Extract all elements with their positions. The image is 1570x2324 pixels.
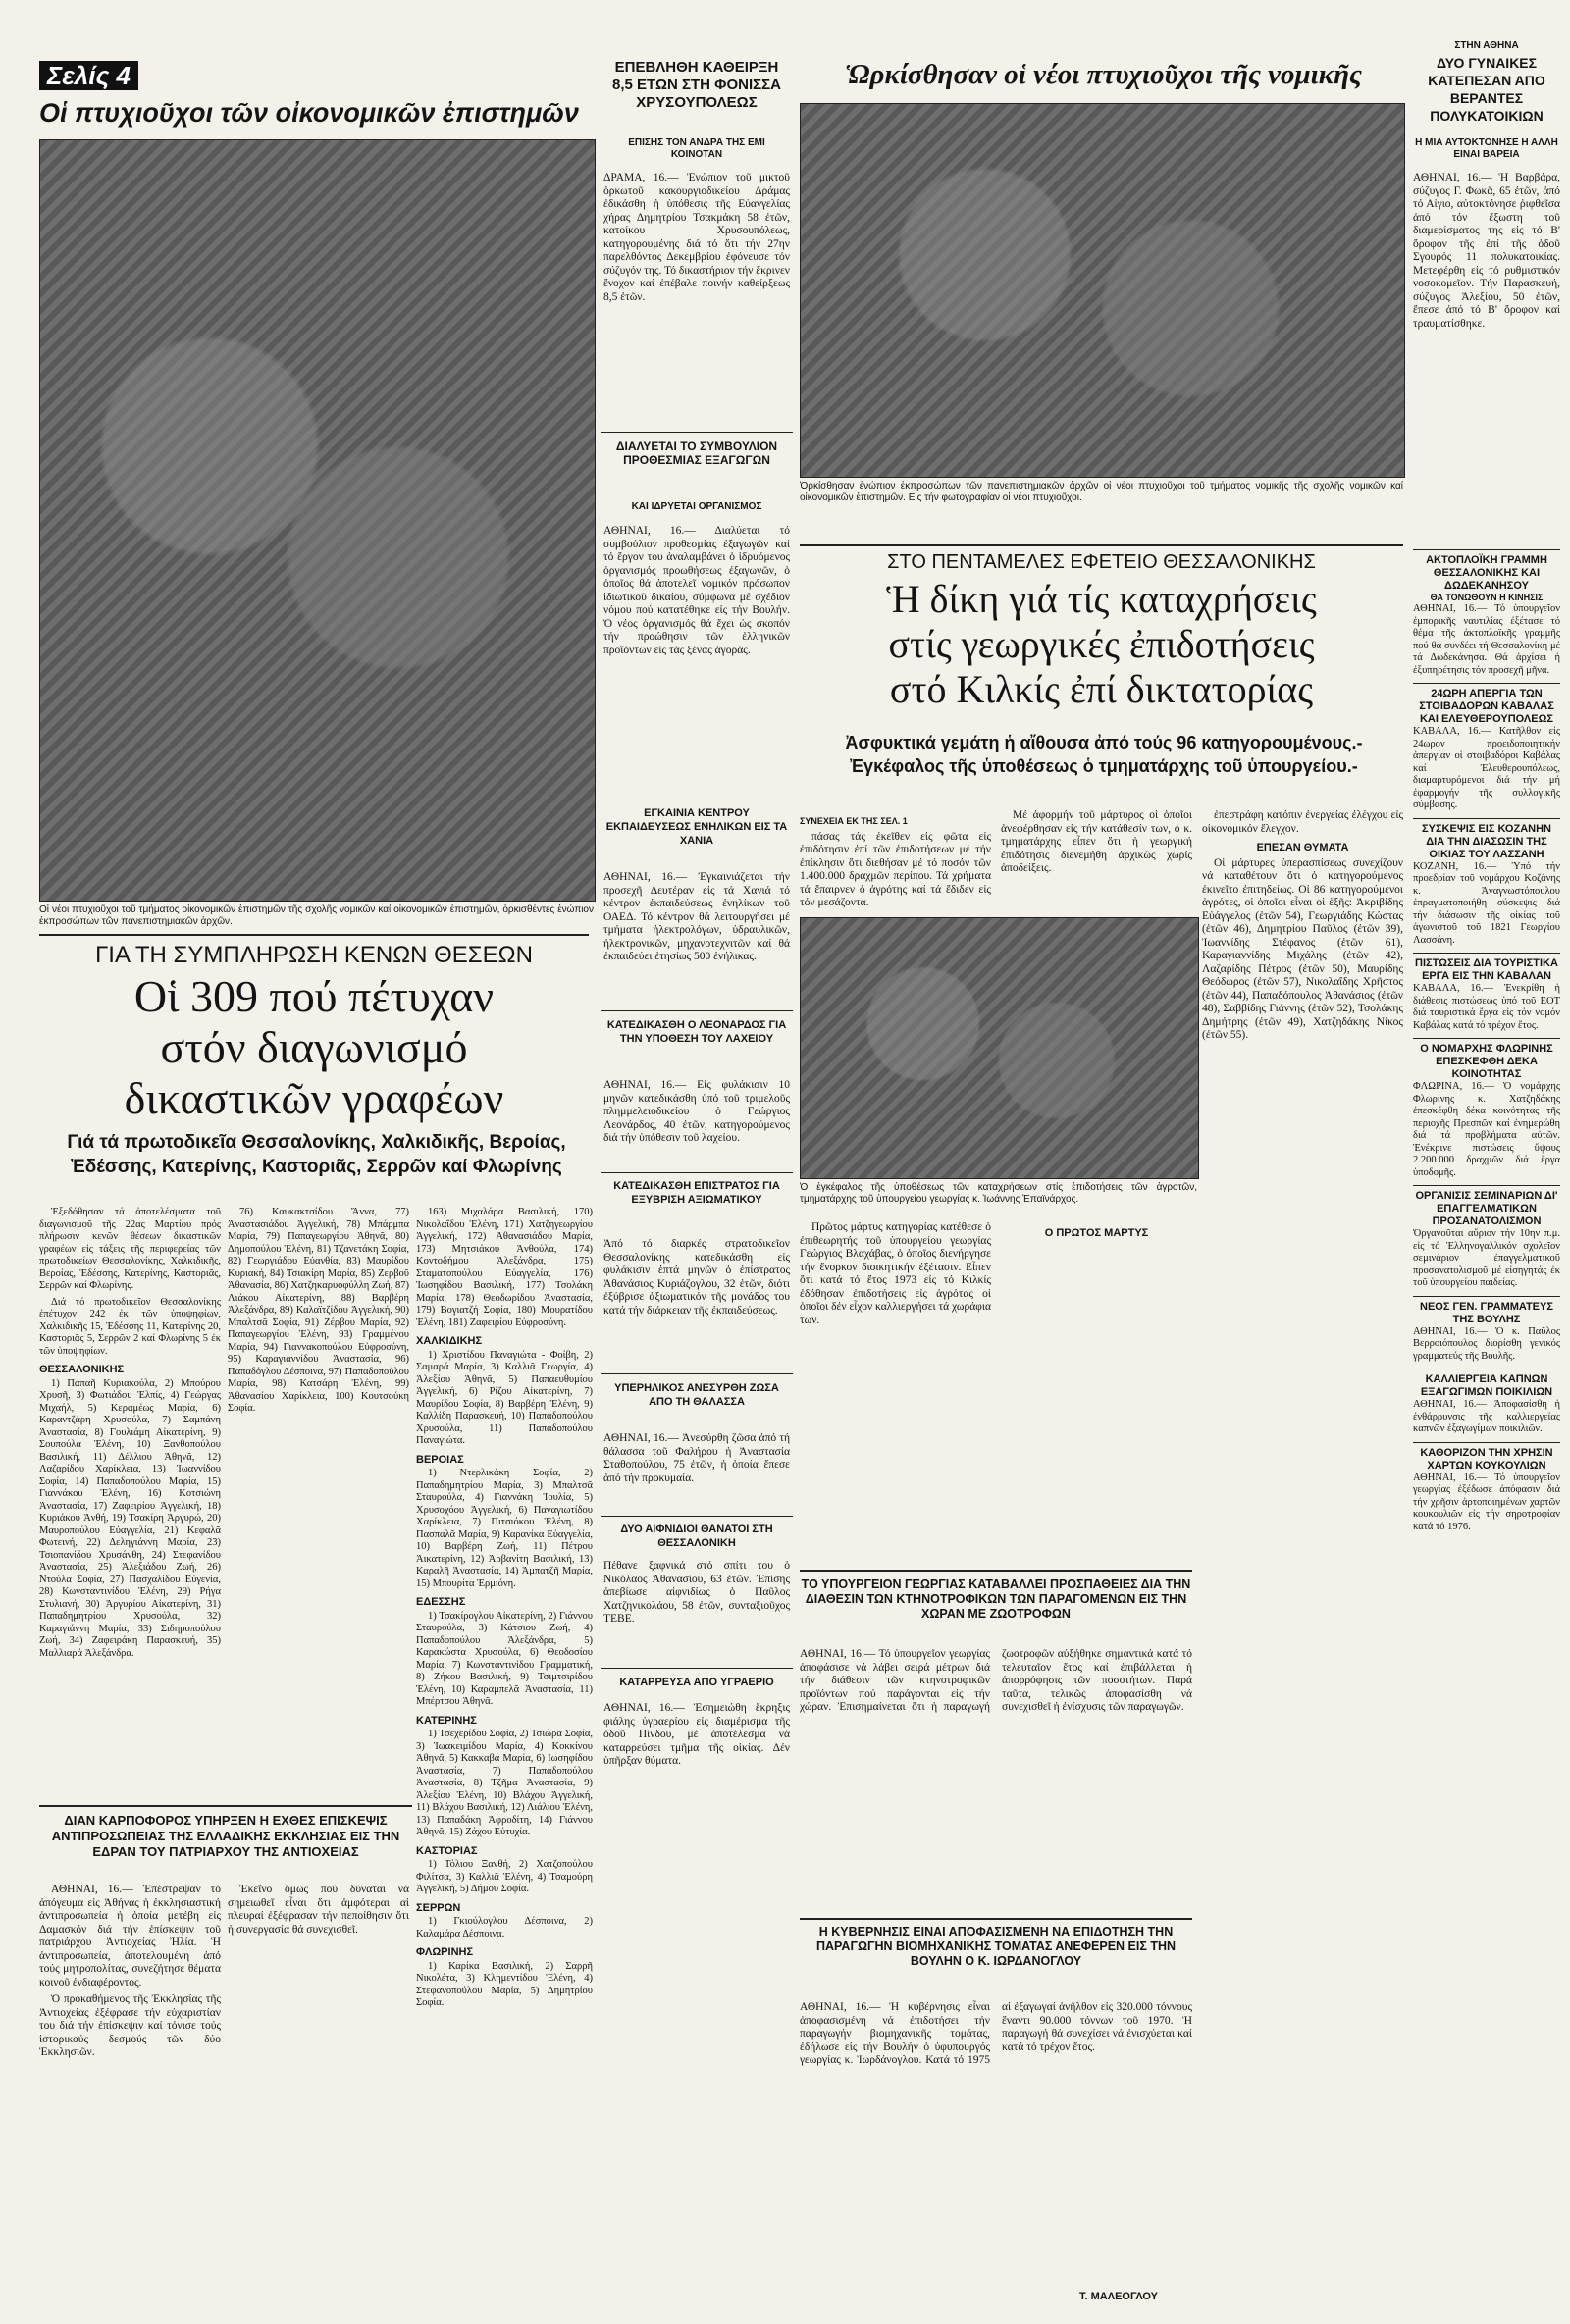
story5-title: [39, 971, 589, 1124]
list-chalkidiki: 1) Χριστίδου Παναγιώτα - Φοίβη, 2) Σαμαρά Μαρία, 3) Καλλιᾶ Γεωργία, 4) Ἀλεξίου Ἀθηνᾶ, 5) Παπαευθυμίου Ἀγγελική, 6) Ρίζου Αἰκατερίνη, 7) Μαυρίδου Σοφία, 8) Βαρβέρη Ἐλένη, 9) Καλλίδη Παρασκευή, 10) Παπαδοπούλου Χρυσούλα, 11) Παπαδοπούλου Παναγιώτα.: [416, 1349, 593, 1446]
story13-body-b: Μέ ἀφορμήν τοῦ μάρτυρος οἱ ὁποῖοι ἀνεφέρθησαν εἰς τήν κατάθεσίν των, ὁ κ. τμηματάρχης εἶπεν ὅτι ἡ γεωργική ἐπιδότησις διενεμήθη ἀρχικῶς χωρίς ἀποδείξεις.: [1001, 809, 1192, 874]
story3-title: Ὡρκίσθησαν οἱ νέοι πτυχιοῦχοι τῆς νομικῆς: [846, 59, 1362, 90]
section-veroia: ΒΕΡΟΙΑΣ: [416, 1453, 464, 1466]
story13-body-victims: Οἱ μάρτυρες ὑπερασπίσεως συνεχίζουν νά καταθέτουν ὅτι ὁ κατηγορούμενος ἐκινεῖτο ἐπιτηδείως. Οἱ 86 κατηγορούμενοι ἀγρότες, οἱ ὁποῖοι εἶναι οἱ ἑξῆς: Ἀκριβίδης Εὐάγγελος (ἐτῶν 54), Γεωργιάδης Κώστας (ἐτῶν 46), Δημητρίου Παῦλος (ἐτῶν 39), Ἰωαννίδης Στέφανος (ἐτῶν 61), Καραγιαννίδης Μιχάλης (ἐτῶν 42), Λαζαρίδης Πέτρος (ἐτῶν 50), Μαυρίδης Θεόδωρος (ἐτῶν 57), Νικολαΐδης Χρῆστος (ἐτῶν 44), Παπαδόπουλος Ἀθανάσιος (ἐτῶν 48), Σαββίδης Γιάννης (ἐτῶν 52), Τσολάκης Δημήτρης (ἐτῶν 49), Χατζηδάκης Νίκος (ἐτῶν 55).: [1202, 856, 1403, 1041]
story12-title: ΚΑΤΑΡΡΕΥΣΑ ΑΠΟ ΥΓΡΑΕΡΙΟ: [619, 1677, 774, 1688]
right-col-story: [1413, 549, 1560, 677]
story3-caption: Ὁρκίσθησαν ἐνώπιον ἐκπροσώπων τῶν πανεπιστημιακῶν ἀρχῶν οἱ νέοι πτυχιοῦχοι τοῦ τμήματος νομικῆς τῆς σχολῆς νομικῶν καί οἰκονομικῶν ἐπιστημῶν. Εἰς τήν φωτογραφίαν οἱ νέοι πτυχιοῦχοι.: [800, 481, 1403, 503]
list-edessa: 1) Τσακίρογλου Αἰκατερίνη, 2) Γιάννου Σταυρούλα, 3) Κάτσιου Ζωή, 4) Παπαδοπούλου Ἀλεξάνδρα, 5) Καρακώστα Χρυσούλα, 6) Θεοδοσίου Μαρία, 7) Κωνσταντινίδου Γραμματική, 8) Ζήκου Βασιλική, 9) Τσιμτσιρίδου Ἐλένη, 10) Καραμπελᾶ Ἀναστασία, 11) Μπέρτσου Ἀθηνᾶ.: [416, 1610, 593, 1707]
divider: [39, 934, 589, 936]
story16-body-2: [228, 1884, 409, 1940]
story13-photo-caption: Ὁ ἐγκέφαλος τῆς ὑποθέσεως τῶν καταχρήσεων στίς ἐπιδοτήσεις τῶν ἀγροτῶν, τμηματάρχης τοῦ ὑπουργείου γεωργίας κ. Ἰωάννης Ἐπαϊνάρχος.: [800, 1182, 1197, 1205]
story15-signature: Τ. ΜΑΛΕΟΓΛΟΥ: [1079, 2291, 1159, 2302]
page-badge: [39, 61, 138, 91]
story6-title: ΔΙΑΛΥΕΤΑΙ ΤΟ ΣΥΜΒΟΥΛΙΟΝ ΠΡΟΘΕΣΜΙΑΣ ΕΞΑΓΩΓΩΝ: [615, 439, 778, 467]
right-col-story-body: ΚΟΖΑΝΗ, 16.— Ὑπό τήν προεδρίαν τοῦ νομάρχου Κοζάνης κ. Ἀναγνωστόπουλου ἐπραγματοποιήθη σύσκεψις διά τήν διάσωσιν τῆς οἰκίας τοῦ ἀγωνιστοῦ τοῦ 1821 Γεωργίου Λασσάνη.: [1413, 860, 1560, 946]
story5-deck: Γιά τά πρωτοδικεῖα Θεσσαλονίκης, Χαλκιδικῆς, Βεροίας, Ἐδέσσης, Κατερίνης, Καστοριᾶς, Σερρῶν καί Φλωρίνης: [67, 1132, 566, 1177]
list-thessaloniki-cont2: 163) Μιχαλάρα Βασιλική, 170) Νικολαΐδου Ἑλένη, 171) Χατζηγεωργίου Ἀγγελική, 172) Ἀθανασιάδου Μαρία, 173) Μητσιάκου Ἀνθούλα, 174) Κοντοδήμου Ἀλεξάνδρα, 175) Σταματοπούλου Εὐαγγελία, 176) Ἰωσηφίδου Βασιλική, 177) Τσολάκη Μαρία, 178) Θεοδωρίδου Ἀναστασία, 179) Βογιατζή Σοφία, 180) Μουρατίδου Ἐλένη, 181) Ζαφειρίου Εὐφροσύνη.: [416, 1207, 593, 1328]
story4-sub: Η ΜΙΑ ΑΥΤΟΚΤΟΝΗΣΕ Η ΑΛΛΗ ΕΙΝΑΙ ΒΑΡΕΙΑ: [1415, 137, 1558, 160]
right-col-story-body: ΚΑΒΑΛΑ, 16.— Ἐνεκρίθη ἡ διάθεσις πιστώσεως ὑπό τοῦ ΕΟΤ διά τουριστικά ἔργα εἰς τόν νομόν Καβάλας κατά τό τρέχον ἔτος.: [1413, 983, 1560, 1031]
story4-kicker: ΣΤΗΝ ΑΘΗΝΑ: [1454, 40, 1519, 51]
story5-title-line1: Οἱ 309 πού πέτυχαν: [133, 971, 495, 1021]
story15-body: ΑΘΗΝΑΙ, 16.— Ἡ κυβέρνησις εἶναι ἀποφασισμένη νά ἐπιδοτήσει τήν παραγωγήν βιομηχανικῆς τομάτας, ἐδήλωσε εἰς τήν Βουλήν ὁ ὑφυπουργός γεωργίας κ. Ἰωρδάνογλου. Κατά τό 1975 αἱ ἐξαγωγαί ἀνῆλθον εἰς 320.000 τόννους ἔναντι 90.000 τόννων τοῦ 1970. Ἡ παραγωγή θά συνεχίσει νά ἐνισχύεται καί κατά τό τρέχον ἔτος.: [800, 2001, 1192, 2066]
story10-title: ΥΠΕΡΗΛΙΚΟΣ ΑΝΕΣΥΡΘΗ ΖΩΣΑ ΑΠΟ ΤΗ ΘΑΛΑΣΣΑ: [614, 1382, 779, 1408]
story1-caption: Οἱ νέοι πτυχιοῦχοι τοῦ τμήματος οἰκονομικῶν ἐπιστημῶν τῆς σχολῆς νομικῶν καί οἰκονομικῶν ἐπιστημῶν, ὁρκισθέντες ἐνώπιον ἐκπροσώπων τῶν πανεπιστημιακῶν ἀρχῶν.: [39, 904, 594, 927]
story1-title: Οἱ πτυχιοῦχοι τῶν οἰκονομικῶν ἐπιστημῶν: [39, 98, 579, 128]
story13-sub-victims: ΕΠΕΣΑΝ ΘΥΜΑΤΑ: [1256, 842, 1349, 853]
right-col-story-title: ΠΙΣΤΩΣΕΙΣ ΔΙΑ ΤΟΥΡΙΣΤΙΚΑ ΕΡΓΑ ΕΙΣ ΤΗΝ ΚΑΒΑΛΑΝ: [1415, 957, 1558, 982]
right-col-story-sub: ΘΑ ΤΟΝΩΘΟΥΝ Η ΚΙΝΗΣΙΣ: [1430, 593, 1544, 602]
list-serres: 1) Γκιούλογλου Δέσποινα, 2) Καλαμάρα Δέσποινα.: [416, 1916, 593, 1939]
story5-col3: [416, 1207, 593, 2014]
right-col-story: [1413, 818, 1560, 948]
divider: [39, 1805, 412, 1807]
story13-col1b: [800, 1221, 991, 1331]
story6-sub: ΚΑΙ ΙΔΡΥΕΤΑΙ ΟΡΓΑΝΙΣΜΟΣ: [631, 501, 762, 512]
story14-body: ΑΘΗΝΑΙ, 16.— Τό ὑπουργεῖον γεωργίας ἀποφάσισε νά λάβει σειρά μέτρων διά τήν διάθεσιν τῶν κτηνοτροφικῶν προϊόντων πού παράγονται εἰς τήν χώραν. Ἐπισημαίνεται ὅτι ἡ παραγωγή ζωοτροφῶν αὐξήθηκε σημαντικά κατά τό τελευταῖον ἔτος καί ἐπιβάλλεται ἡ ἀπορρόφησις τῶν ποσοτήτων. Παρά ταῦτα, τελικῶς ἀποφασίσθη νά συνεχισθεῖ ἡ ἐνίσχυσις τῶν παραγωγῶν.: [800, 1648, 1192, 1713]
story13-col2b: [1001, 1221, 1192, 1243]
story16-body-a: ΑΘΗΝΑΙ, 16.— Ἐπέστρεψαν τό ἀπόγευμα εἰς Ἀθήνας ἡ ἐκκλησιαστική ἀντιπροσωπεία ἡ ὁποία μετέβη εἰς Δαμασκόν διά τήν ἐπίσκεψιν τοῦ πατριάρχου Ἀντιοχείας Ἠλία. Ἡ ἀντιπροσωπεία, ἀποτελουμένη ἀπό τούς μητροπολίτας, συνεζήτησε θέματα κοινοῦ ἐνδιαφέροντος.: [39, 1884, 221, 1988]
story5-title-line3: δικαστικῶν γραφέων: [124, 1073, 504, 1123]
story6-body: ΑΘΗΝΑΙ, 16.— Διαλύεται τό συμβούλιον προθεσμίας ἐξαγωγῶν καί τό ἔργον του ἀναλαμβάνει ὁ ἱδρυόμενος ὀργανισμός προωθήσεως ἐξαγωγῶν, ὁ ὁποῖος θά ἀποτελεῖ νομικόν πρόσωπον ἰδιωτικοῦ δικαίου, σύμφωνα μέ σχέδιον νόμου πού κατατέθηκε εἰς τήν Βουλήν. Ὁ νέος ὀργανισμός θά ἔχει ὡς σκοπόν τήν προώθησιν τῶν ἑλληνικῶν προϊόντων εἰς τάς ξένας ἀγοράς.: [603, 525, 790, 656]
story2-body: ΔΡΑΜΑ, 16.— Ἐνώπιον τοῦ μικτοῦ ὁρκωτοῦ κακουργιοδικείου Δράμας ἐδικάσθη ἡ ὑπόθεσις τῆς Εὐαγγελίας χήρας Δημητρίου Τσακμάκη 58 ἐτῶν, κατοίκου Χρυσουπόλεως, κατηγορουμένης διά τό ὅτι τήν 27ην παρελθόντος Δεκεμβρίου ἐφόνευσε τόν σύζυγόν της. Τό δικαστήριον τήν ἔκρινεν ἔνοχον καί ἐπέβαλε ποινήν καθείρξεως 8,5 ἐτῶν.: [603, 172, 790, 303]
right-col-story-title: ΝΕΟΣ ΓΕΝ. ΓΡΑΜΜΑΤΕΥΣ ΤΗΣ ΒΟΥΛΗΣ: [1420, 1300, 1553, 1325]
list-veroia: 1) Ντερλικάκη Σοφία, 2) Παπαδημητρίου Μαρία, 3) Μπαλτσᾶ Σταυρούλα, 4) Γιαννάκη Ἰουλία, 5) Χρυσοχόου Ἀγγελική, 6) Παναγιωτίδου Χαρίκλεια, 7) Πιτσιόκου Ἑλένη, 8) Πασπαλᾶ Μαρία, 9) Καρανίκα Εὐαγγελία, 10) Βαρβέρη Ζωή, 11) Πέτρου Ἀικατερίνη, 12) Ἀρβανίτη Βασιλική, 13) Καραλῆ Ἀναστασία, 14) Ἀμπατζῆ Μαρία, 15) Μπουρίτα Ἑρμιόνη.: [416, 1468, 593, 1589]
story4-body: ΑΘΗΝΑΙ, 16.— Ἡ Βαρβάρα, σύζυγος Γ. Φωκᾶ, 65 ἐτῶν, ἀπό τό Αἰγιο, αὐτοκτόνησε ῥιφθεῖσα ἀπό τόν ἔξωστη τοῦ διαμερίσματος της εἰς τό Β' ὄροφον τῆς ἐπί τῆς ὁδοῦ Σγουρός 11 πολυκατοικίας. Μετεφέρθη εἰς τό ρυθμιστικόν νοσοκομεῖον. Τήν Παρασκευή, σύζυγος Ἀλεξίου, 50 ἐτῶν, ἔπεσε ἀπό τό Β' ὄροφον καί τραυματίσθηκε.: [1413, 172, 1560, 330]
right-col-story-body: ΑΘΗΝΑΙ, 16.— Ὁ κ. Παῦλος Βερροιόπουλος διορίσθη γενικός γραμματεύς τῆς Βουλῆς.: [1413, 1325, 1560, 1362]
list-thessaloniki: 1) Παπαῆ Κυριακούλα, 2) Μπούρου Χρυσῆ, 3) Φωτιάδου Ἐλπίς, 4) Γεώργας Μιχαήλ, 5) Κεραμέως Μαρία, 6) Καραντζάρη Χρυσούλα, 7) Σαμπάνη Ἀναστασία, 8) Γουλιάμη Αἰκατερίνη, 9) Σουπούλα Ἐλένη, 10) Ξανθοπούλου Βασιλική, 11) Δέλλιου Ἀθηνᾶ, 12) Λαζαρίδου Χαρίκλεια, 13) Ἰωαννίδου Σοφία, 14) Παπαδοπούλου Μαρία, 15) Γιαννάκου Ἐλένη, 16) Κοτσιώνη Ἀναστασία, 17) Ζαφειρίου Ἀγγελική, 18) Κυριάκου Ἀνθή, 19) Τσακίρη Ἀργυρώ, 20) Μαυροπούλου Εὐαγγελία, 21) Κεφαλᾶ Φωτεινή, 22) Δεληγιάννη Μαρία, 23) Τσιοπανίδου Χρυσάνθη, 24) Στεφανίδου Ἀναστασία, 25) Ἀλεξιάδου Ζωή, 26) Ντούλα Σοφία, 27) Πασχαλίδου Εὐγενία, 28) Κωνσταντινίδου Ἑλένη, 29) Ρήγα Στυλιανή, 30) Ἀργυρίου Αἰκατερίνη, 31) Παπαδημητρίου Χρυσούλα, 32) Καραγιάννη Μαρία, 33) Σιδηροπούλου Ζωή, 34) Ζαφειράκη Παρασκευή, 35) Μαλλιαρά Ἀλεξάνδρα.: [39, 1377, 221, 1659]
story16-body-b: Ὁ προκαθήμενος τῆς Ἐκκλησίας τῆς Ἀντιοχείας ἐξέφρασε τήν εὐχαριστίαν του διά τήν ἐπίσκεψιν καί τόνισε τούς ἱστορικούς δεσμούς τῶν δύο Ἐκκλησιῶν.: [39, 1993, 221, 2058]
section-florina: ΦΛΩΡΙΝΗΣ: [416, 1946, 474, 1958]
story3-photo: [800, 103, 1405, 478]
story11-body: Πέθανε ξαφνικά στό σπίτι του ὁ Νικόλαος Ἀθανασίου, 63 ἐτῶν. Ἐπίσης ἀπεβίωσε αἰφνιδίως ὁ Παῦλος Χατζηνικολάου, 58 ἐτῶν, συνταξιοῦχος ΤΕΒΕ.: [603, 1560, 790, 1625]
story13-photo: [800, 917, 1199, 1179]
story5-col2: [228, 1207, 409, 1420]
right-col-story-body: ΦΛΩΡΙΝΑ, 16.— Ὁ νομάρχης Φλωρίνης κ. Χατζηδάκης ἐπεσκέφθη δέκα κοινότητας τῆς περιοχῆς Πρεσπῶν καί ἐνημερώθη διά τά προβλήματα αὐτῶν. Ἐνέκρινε πιστώσεις ὕψους 2.200.000 δραχμῶν διά ἔργα ὑποδομῆς.: [1413, 1081, 1560, 1178]
list-katerini: 1) Τσεχερίδου Σοφία, 2) Τσιώρα Σοφία, 3) Ἰωακειμίδου Μαρία, 4) Κοκκίνου Ἀθηνᾶ, 5) Κακκαβά Μαρία, 6) Ιωσηφίδου Ἀναστασία, 7) Παπαδοπούλου Ἀναστασία, 8) Τζῆμα Ἀναστασία, 9) Ἀλεξίου Ἐλένη, 10) Βλάχου Ἀγγελική, 11) Βλάχου Βασιλική, 12) Λιάλιου Ἐλένη, 13) Παπαδάκη Ἀφροδίτη, 14) Γιάννου Ἀθηνᾶ, 15) Ζάχου Εὐτυχία.: [416, 1729, 593, 1837]
divider: [601, 432, 793, 433]
right-col-story-title: Ο ΝΟΜΑΡΧΗΣ ΦΛΩΡΙΝΗΣ ΕΠΕΣΚΕΦΘΗ ΔΕΚΑ ΚΟΙΝΟΤΗΤΑΣ: [1420, 1043, 1553, 1080]
story13-kicker: ΣΤΟ ΠΕΝΤΑΜΕΛΕΣ ΕΦΕΤΕΙΟ ΘΕΣΣΑΛΟΝΙΚΗΣ: [887, 551, 1316, 573]
story15-title: Η ΚΥΒΕΡΝΗΣΙΣ ΕΙΝΑΙ ΑΠΟΦΑΣΙΣΜΕΝΗ ΝΑ ΕΠΙΔΟΤΗΣΗ ΤΗΝ ΠΑΡΑΓΩΓΗΝ ΒΙΟΜΗΧΑΝΙΚΗΣ ΤΟΜΑΤΑΣ ΑΝΕΦΕΡΕΝ ΕΙΣ ΤΗΝ ΒΟΥΛΗΝ Ο Κ. ΙΩΡΔΑΝΟΓΛΟΥ: [815, 1925, 1177, 1968]
divider: [800, 544, 1403, 546]
story13-title: [800, 577, 1403, 712]
divider: [601, 1010, 793, 1011]
right-col-story-title: ΣΥΣΚΕΨΙΣ ΕΙΣ ΚΟΖΑΝΗΝ ΔΙΑ ΤΗΝ ΔΙΑΣΩΣΙΝ ΤΗΣ ΟΙΚΙΑΣ ΤΟΥ ΛΑΣΣΑΝΗ: [1422, 822, 1551, 860]
story16-body: [39, 1884, 221, 2064]
right-col-story: [1413, 683, 1560, 812]
story5-kicker: ΓΙΑ ΤΗ ΣΥΜΠΛΗΡΩΣΗ ΚΕΝΩΝ ΘΕΣΕΩΝ: [95, 942, 533, 968]
right-col-story-body: Ὀργανοῦται αὔριον τήν 10ην π.μ. εἰς τό Ἑλληνογαλλικόν σχολεῖον σεμινάριον ἐπαγγελματικοῦ προσανατολισμοῦ μέ εἰσηγητάς ἐκ τοῦ ὑπουργείου παιδείας.: [1413, 1228, 1560, 1288]
list-florina: 1) Καρίκα Βασιλική, 2) Σαρρῆ Νικολέτα, 3) Κλημεντίδου Ἑλένη, 4) Στεφανοπούλου Μαρία, 5) Δημητρίου Σοφία.: [416, 1960, 593, 2008]
list-thessaloniki-cont: 76) Καυκακτσίδου Ἄννα, 77) Ἀναστασιάδου Ἀγγελική, 78) Μπάρμπα Μαρία, 79) Παπαγεωργίου Ἀθηνᾶ, 80) Δημοπούλου Ἑλένη, 81) Τζανετάκη Σοφία, 82) Γεωργιάδου Εὐανθία, 83) Μαυρίδου Κυριακή, 84) Τσιακίρη Μαρία, 85) Ζερβοῦ Ἀθανασία, 86) Χατζηκαρυοφύλλη Ζωή, 87) Λιάκου Αἰκατερίνη, 88) Βαρβέρη Ἀλεξάνδρα, 89) Καλαϊτζίδου Ἀγγελική, 90) Μπαλτσᾶ Σοφία, 91) Ζέρβου Μαρία, 92) Παπαγεωργίου Ἑλένη, 93) Γραμμένου Μαρία, 94) Γιαννακοπούλου Εὐφροσύνη, 95) Καραγιαννίδου Ἀναστασία, 96) Παπαδόγλου Δέσποινα, 97) Παπαδοπούλου Μαρία, 98) Κατσάρη Ἐλένη, 99) Ἀθανασίου Χαρίκλεια, 100) Κουτσούκη Σοφία.: [228, 1207, 409, 1414]
right-col-story: [1413, 1442, 1560, 1534]
story13-col3: [1202, 809, 1403, 1047]
story13-body-c: ἐπεστράφη κατόπιν ἐνεργείας ἐλέγχου εἰς οἰκονομικόν ἔλεγχον.: [1202, 809, 1403, 835]
right-col-story-body: ΑΘΗΝΑΙ, 16.— Τό ὑπουργεῖον ἐμπορικῆς ναυτιλίας ἐξέτασε τό θέμα τῆς ἀκτοπλοϊκῆς γραμμῆς πού θά συνδέει τή Θεσσαλονίκη μέ τά Δωδεκάνησα. Θά ἀρχίσει ἡ ἐξυπηρέτησις τόν προσεχῆ μῆνα.: [1413, 603, 1560, 676]
right-col-story-title: ΟΡΓΑΝΙΣΙΣ ΣΕΜΙΝΑΡΙΩΝ ΔΙ' ΕΠΑΓΓΕΛΜΑΤΙΚΩΝ ΠΡΟΣΑΝΑΤΟΛΙΣΜΟΝ: [1415, 1190, 1558, 1227]
story2-sub: ΕΠΙΣΗΣ ΤΟΝ ΑΝΔΡΑ ΤΗΣ ΕΜΙ ΚΟΙΝΟΤΑΝ: [628, 137, 765, 160]
right-col-story: [1413, 953, 1560, 1032]
section-katerini: ΚΑΤΕΡΙΝΗΣ: [416, 1714, 477, 1727]
story13-col1: [800, 809, 991, 914]
list-kastoria: 1) Τόλιου Ξανθή, 2) Χατζοπούλου Φιλίτσα, 3) Καλλιᾶ Ἑλένη, 4) Τσαμούρη Ἀγγελική, 5) Δήμου Σοφία.: [416, 1859, 593, 1894]
divider: [800, 1570, 1192, 1572]
story5-title-line2: στόν διαγωνισμό: [160, 1022, 468, 1072]
right-col-story-body: ΑΘΗΝΑΙ, 16.— Ἀποφασίσθη ἡ ἐνθάρρυνσις τῆς καλλιεργείας καπνῶν ἐξαγωγίμων ποικιλιῶν.: [1413, 1399, 1560, 1434]
right-col-story-title: ΑΚΤΟΠΛΟΪΚΗ ΓΡΑΜΜΗ ΘΕΣΣΑΛΟΝΙΚΗΣ ΚΑΙ ΔΩΔΕΚΑΝΗΣΟΥ: [1426, 554, 1547, 592]
story13-deck: Ἀσφυκτικά γεμάτη ἡ αἴθουσα ἀπό τούς 96 κατηγορουμένους.- Ἐγκέφαλος τῆς ὑποθέσεως ὁ τμηματάρχης τοῦ ὑπουργείου.-: [845, 733, 1363, 776]
right-column: [1413, 549, 1560, 1539]
story12-body: ΑΘΗΝΑΙ, 16.— Ἐσημειώθη ἔκρηξις φιάλης ὑγραερίου εἰς διαμέρισμα τῆς ὁδοῦ Πίνδου, μέ ἀποτέλεσμα νά καταρρεύσει τμῆμα τῆς οἰκίας. Δέν ὑπῆρξαν θύματα.: [603, 1702, 790, 1767]
story14-title: ΤΟ ΥΠΟΥΡΓΕΙΟΝ ΓΕΩΡΓΙΑΣ ΚΑΤΑΒΑΛΛΕΙ ΠΡΟΣΠΑΘΕΙΕΣ ΔΙΑ ΤΗΝ ΔΙΑΘΕΣΙΝ ΤΩΝ ΚΤΗΝΟΤΡΟΦΙΚΩΝ ΤΩΝ ΠΑΡΑΓΟΜΕΝΩΝ ΕΙΣ ΤΗΝ ΧΩΡΑΝ ΜΕ ΖΩΟΤΡΟΦΩΝ: [801, 1577, 1191, 1621]
story10-body: ΑΘΗΝΑΙ, 16.— Ἀνεσύρθη ζῶσα ἀπό τή θάλασσα τοῦ Φαλήρου ἡ Ἀναστασία Σταθοπούλου, 75 ἐτῶν, ἡ ὁποία ἔπεσε ἀπό τήν προκυμαία.: [603, 1432, 790, 1484]
story4-title: ΔΥΟ ΓΥΝΑΙΚΕΣ ΚΑΤΕΠΕΣΑΝ ΑΠΟ ΒΕΡΑΝΤΕΣ ΠΟΛΥΚΑΤΟΙΚΙΩΝ: [1428, 55, 1545, 124]
story5-col1: [39, 1207, 221, 1664]
section-thessaloniki: ΘΕΣΣΑΛΟΝΙΚΗΣ: [39, 1364, 125, 1375]
right-col-story: [1413, 1296, 1560, 1364]
section-edessa: ΕΔΕΣΣΗΣ: [416, 1596, 466, 1608]
story13-title-line3: στό Κιλκίς ἐπί δικτατορίας: [889, 667, 1314, 711]
story13-body-witness-a: Πρῶτος μάρτυς κατηγορίας κατέθεσε ὁ ἐπιθεωρητής τοῦ ὑπουργείου γεωργίας Γεώργιος Βλαχάβας, ὁ ὁποῖος διενήργησε τήν ἔνορκον διοικητικήν ἐξέτασιν. Εἶπεν ὅτι κατά τό ἔτος 1973 εἰς τό Κιλκίς ἐδόθησαν ἐπιδοτήσεις εἰς ἀγρότας οἱ ὁποῖοι δέν εἶχον καλλιεργήσει τά χωράφια των.: [800, 1221, 991, 1326]
right-col-story: [1413, 1038, 1560, 1179]
right-col-story: [1413, 1185, 1560, 1290]
story8-body: ΑΘΗΝΑΙ, 16.— Εἰς φυλάκισιν 10 μηνῶν κατεδικάσθη ὑπό τοῦ τριμελοῦς πλημμελειοδικείου ὁ Γεώργιος Λεονάρδος, 40 ἐτῶν, κατηγορούμενος διά τήν ὑπόθεσιν τοῦ λαχείου.: [603, 1079, 790, 1144]
right-col-story-body: ΚΑΒΑΛΑ, 16.— Κατῆλθον εἰς 24ωρον προειδοποιητικήν ἀπεργίαν οἱ στοιβαδόροι Καβάλας καί Ἐλευθερουπόλεως, διαμαρτυρόμενοι διά τήν μή ἐφαρμογήν τῆς συλλογικῆς σύμβασης.: [1413, 726, 1560, 810]
story16-body-c: Ἐκεῖνο ὅμως πού δύναται νά σημειωθεῖ εἶναι ὅτι ἀμφότεραι αἱ πλευραί ἐξέφρασαν τήν πεποίθησιν ὅτι ἡ συνεργασία θά συνεχισθεῖ.: [228, 1884, 409, 1936]
right-col-story-title: 24ΩΡΗ ΑΠΕΡΓΙΑ ΤΩΝ ΣΤΟΙΒΑΔΟΡΩΝ ΚΑΒΑΛΑΣ ΚΑΙ ΕΛΕΥΘΕΡΟΥΠΟΛΕΩΣ: [1419, 688, 1554, 725]
right-col-story-body: ΑΘΗΝΑΙ, 16.— Τό ὑπουργεῖον γεωργίας ἐξέδωσε ἀπόφασιν διά τήν χρῆσιν ἀρτοποιημένων χαρτῶν κουκουλιῶν εἰς τήν σηροτροφίαν κατά τό 1976.: [1413, 1472, 1560, 1532]
story5-lead2: Διά τό πρωτοδικεῖον Θεσσαλονίκης ἐπέτυχον 242 ἐκ τῶν ὑποψηφίων, Χαλκιδικῆς 15, Ἐδέσσης 11, Κατερίνης 20, Καστοριᾶς 5, Σερρῶν 2 καί Φλωρίνης 5 ἐκ τῶν ὑποψηφίων.: [39, 1296, 221, 1357]
section-serres: ΣΕΡΡΩΝ: [416, 1901, 461, 1914]
story5-lead: Ἐξεδόθησαν τά ἀποτελέσματα τοῦ διαγωνισμοῦ τῆς 22ας Μαρτίου πρός πλήρωσιν κενῶν θέσεων δικαστικῶν γραφέων εἰς τάξεις τῆς περιφερείας τῶν πρωτοδικείων Θεσσαλονίκης, Χαλκιδικῆς, Βεροίας, Ἐδέσσης, Κατερίνης, Καστοριᾶς, Σερρῶν καί Φλωρίνης.: [39, 1207, 221, 1291]
page-label: Σελίς 4: [39, 61, 138, 90]
story13-title-line2: στίς γεωργικές ἐπιδοτήσεις: [888, 622, 1315, 666]
story1-photo: [39, 139, 596, 902]
story13-continued: ΣΥΝΕΧΕΙΑ ΕΚ ΤΗΣ ΣΕΛ. 1: [800, 816, 908, 826]
section-kastoria: ΚΑΣΤΟΡΙΑΣ: [416, 1844, 478, 1857]
story16-title: ΔΙΑΝ ΚΑΡΠΟΦΟΡΟΣ ΥΠΗΡΞΕΝ Η ΕΧΘΕΣ ΕΠΙΣΚΕΨΙΣ ΑΝΤΙΠΡΟΣΩΠΕΙΑΣ ΤΗΣ ΕΛΛΑΔΙΚΗΣ ΕΚΚΛΗΣΙΑΣ ΕΙΣ ΤΗΝ ΕΔΡΑΝ ΤΟΥ ΠΑΤΡΙΑΡΧΟΥ ΤΗΣ ΑΝΤΙΟΧΕΙΑΣ: [51, 1813, 400, 1859]
story13-sub-witness: Ο ΠΡΩΤΟΣ ΜΑΡΤΥΣ: [1044, 1227, 1149, 1239]
right-col-story-title: ΚΑΛΛΙΕΡΓΕΙΑ ΚΑΠΝΩΝ ΕΞΑΓΩΓΙΜΩΝ ΠΟΙΚΙΛΙΩΝ: [1420, 1373, 1553, 1398]
story13-body-a: πάσας τάς ἐκεῖθεν εἰς φῶτα εἰς ἐπιδότησιν ἐπί τῶν ἐπιδοτήσεων μέ τήν ἐπίκλησιν ὅτι διεθήσαν μέ τό ποσόν τῶν 1.400.000 δραχμῶν περίπου. Τά χρήματα τά ἔπαιρνεν ὁ ἀγρότης καί τά ἔδιδεν εἰς τόν μεσάζοντα.: [800, 830, 991, 908]
story8-title: ΚΑΤΕΔΙΚΑΣΘΗ Ο ΛΕΟΝΑΡΔΟΣ ΓΙΑ ΤΗΝ ΥΠΟΘΕΣΗ ΤΟΥ ΛΑΧΕΙΟΥ: [606, 1019, 787, 1045]
divider: [601, 1668, 793, 1669]
divider: [601, 1516, 793, 1517]
story11-title: ΔΥΟ ΑΙΦΝΙΔΙΟΙ ΘΑΝΑΤΟΙ ΣΤΗ ΘΕΣΣΑΛΟΝΙΚΗ: [620, 1524, 773, 1549]
right-col-story: [1413, 1369, 1560, 1436]
story9-title: ΚΑΤΕΔΙΚΑΣΘΗ ΕΠΙΣΤΡΑΤΟΣ ΓΙΑ ΕΞΥΒΡΙΣΗ ΑΞΙΩΜΑΤΙΚΟΥ: [613, 1180, 780, 1206]
right-col-story-title: ΚΑΘΟΡΙΖΟΝ ΤΗΝ ΧΡΗΣΙΝ ΧΑΡΤΩΝ ΚΟΥΚΟΥΛΙΩΝ: [1420, 1446, 1553, 1472]
story2-kicker: ΕΠΕΒΛΗΘΗ ΚΑΘΕΙΡΞΗ 8,5 ΕΤΩΝ ΣΤΗ ΦΟΝΙΣΣΑ ΧΡΥΣΟΥΠΟΛΕΩΣ: [612, 59, 781, 111]
story13-title-line1: Ἡ δίκη γιά τίς καταχρήσεις: [886, 577, 1317, 621]
story7-title: ΕΓΚΑΙΝΙΑ ΚΕΝΤΡΟΥ ΕΚΠΑΙΔΕΥΣΕΩΣ ΕΝΗΛΙΚΩΝ ΕΙΣ ΤΑ ΧΑΝΙΑ: [605, 807, 788, 847]
section-chalkidiki: ΧΑΛΚΙΔΙΚΗΣ: [416, 1335, 483, 1347]
divider: [800, 1918, 1192, 1920]
divider: [601, 1373, 793, 1374]
story7-body: ΑΘΗΝΑΙ, 16.— Ἐγκαινιάζεται τήν προσεχῆ Δευτέραν εἰς τά Χανιά τό κέντρον ἐκπαιδεύσεως ἐνηλίκων τοῦ ΟΑΕΔ. Τό κέντρον θά λειτουργήσει μέ τμήματα ἠλεκτρολόγων, ὑδραυλικῶν, ἠλεκτρονικῶν, μηχανοτεχνιτῶν καί θά ἐκπαιδεύει ἐτησίως 500 ἐνήλικας.: [603, 871, 790, 962]
story13-col2: [1001, 809, 1192, 880]
story9-body: Ἀπό τό διαρκές στρατοδικεῖον Θεσσαλονίκης κατεδικάσθη εἰς φυλάκισιν ἑπτά μηνῶν ὁ ἐπίστρατος Ἀθανάσιος Κυριάζογλου, 32 ἐτῶν, διότι ἐξύβρισε ἀξιωματικόν τῆς μονάδος του κατά τήν διάρκειαν τῆς ἐκπαιδεύσεως.: [603, 1238, 790, 1317]
divider: [601, 1172, 793, 1173]
